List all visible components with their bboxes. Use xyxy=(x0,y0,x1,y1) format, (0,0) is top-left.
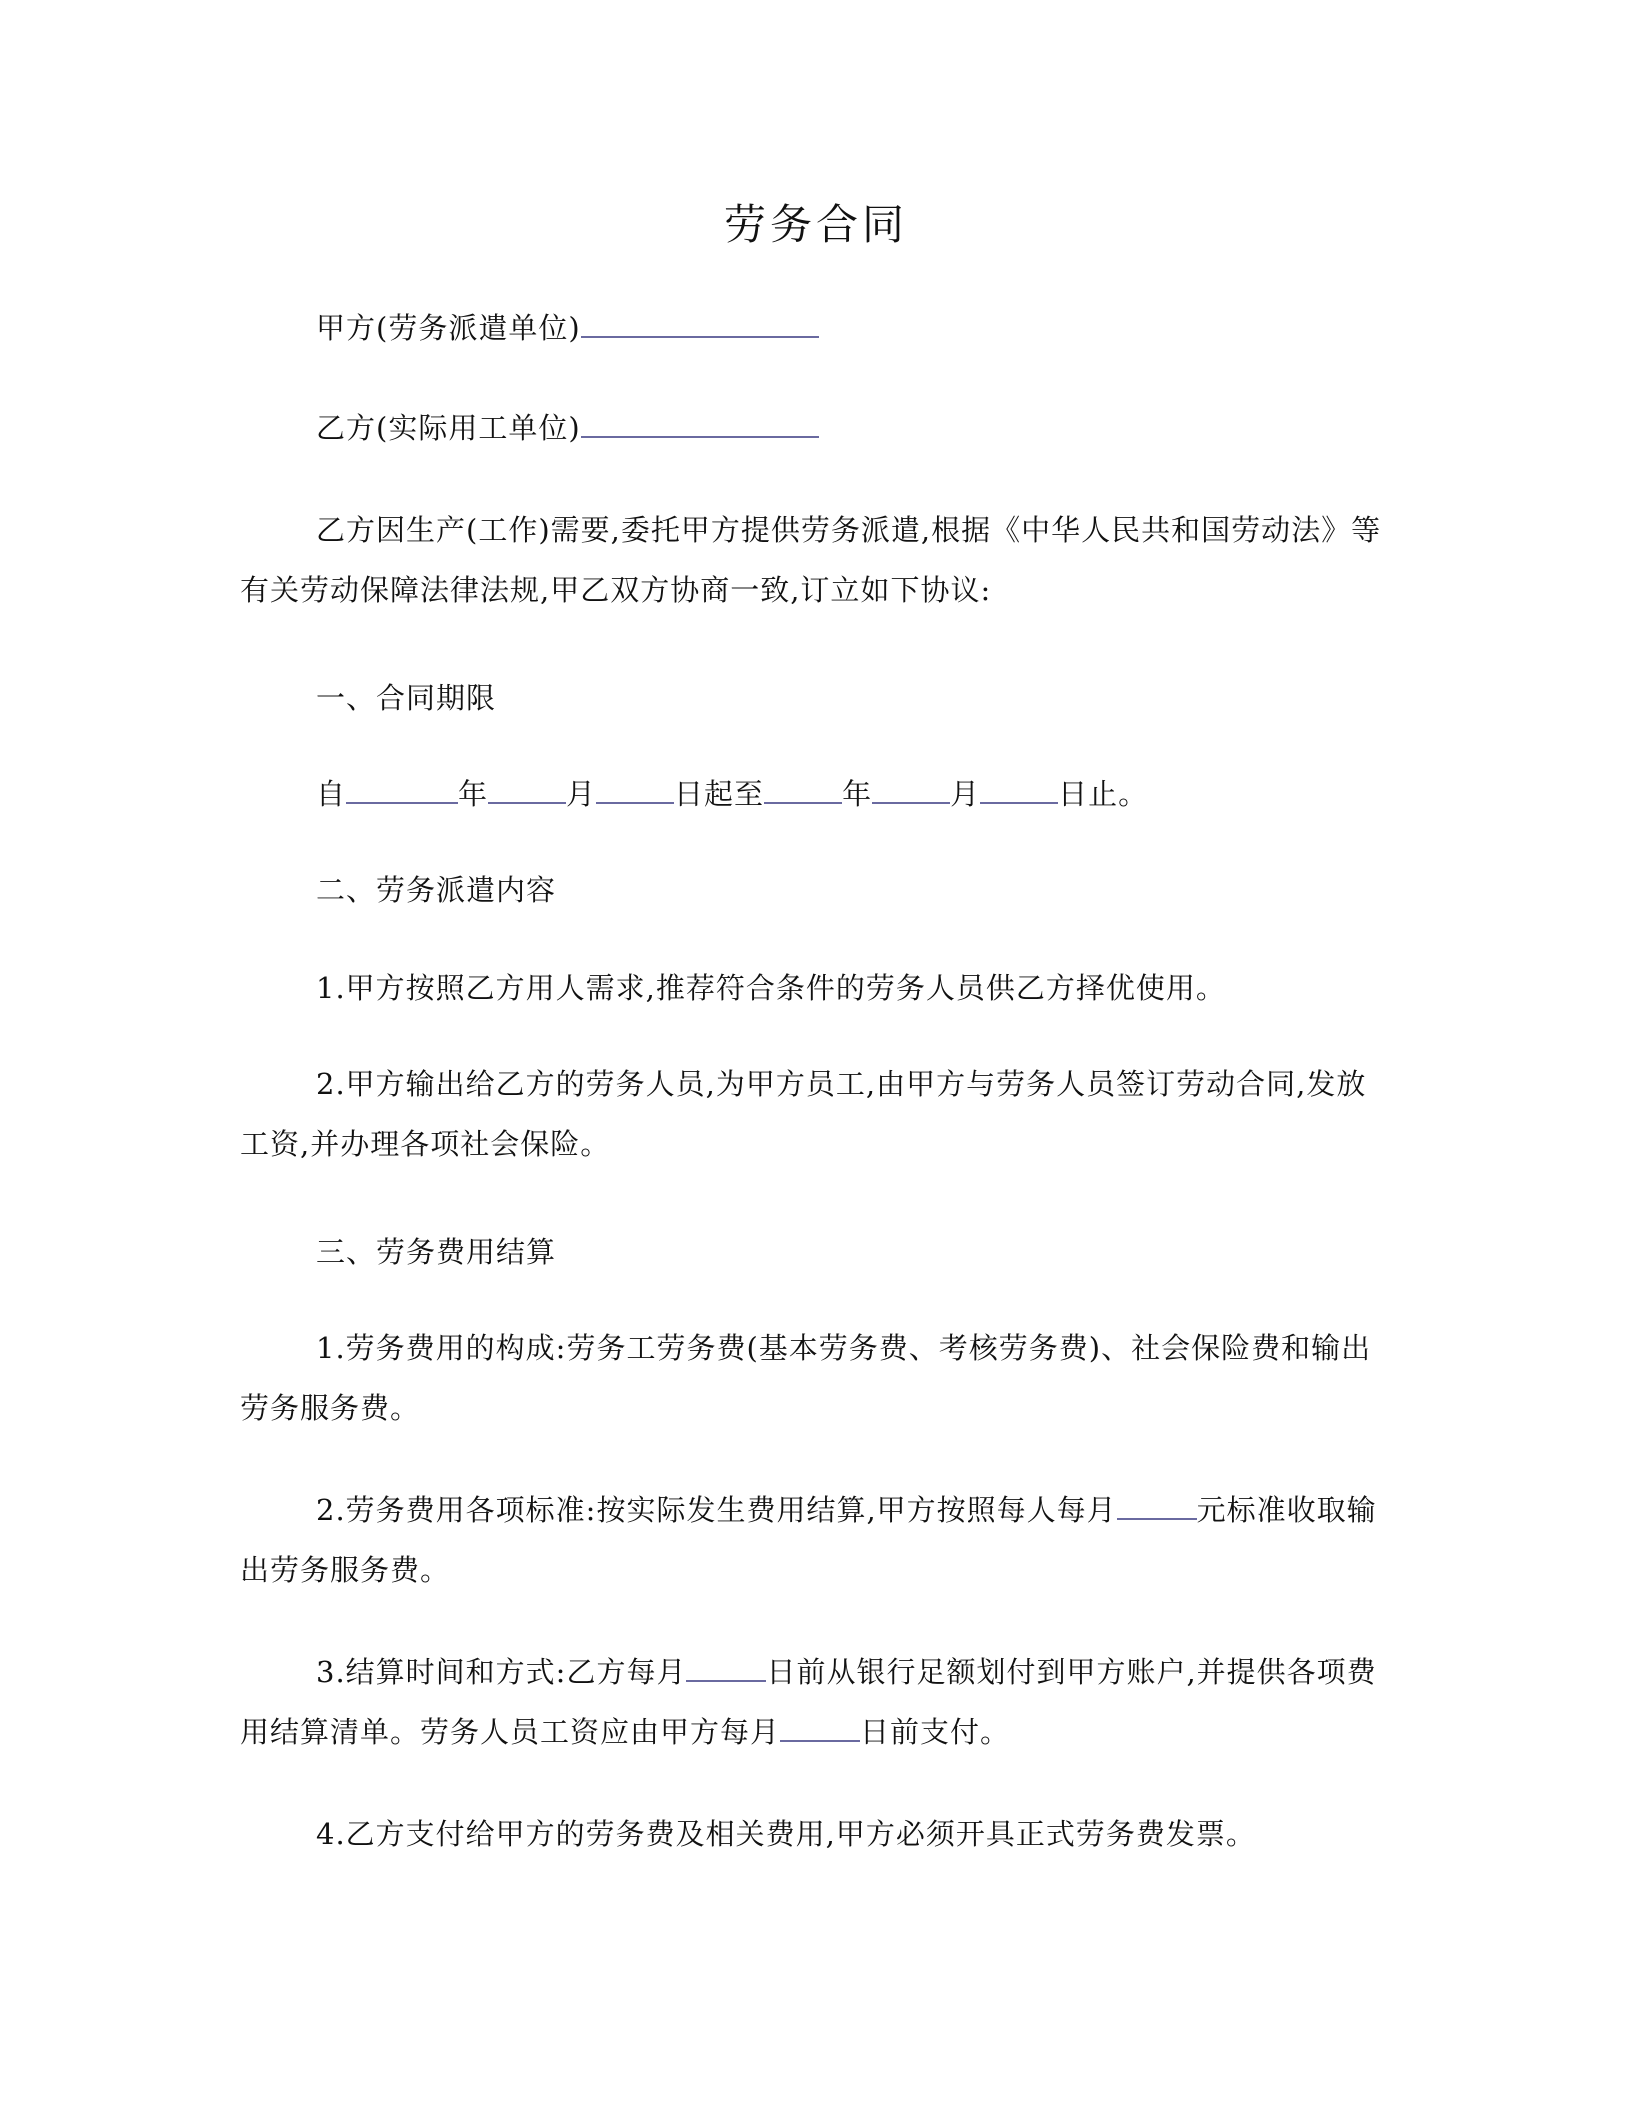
fee-standard-before: 2.劳务费用各项标准:按实际发生费用结算,甲方按照每人每月 xyxy=(316,1493,1117,1527)
end-month-blank[interactable] xyxy=(872,774,950,804)
fee-standard-after: 元标准收取输出劳务服务费。 xyxy=(240,1493,1377,1587)
period-year-text: 年 xyxy=(458,777,489,811)
period-month2-text: 月 xyxy=(950,777,981,811)
party-b-label: 乙方(实际用工单位) xyxy=(316,411,581,445)
period-day-to-text: 日起至 xyxy=(674,777,765,811)
period-month-text: 月 xyxy=(566,777,597,811)
service-fee-amount-blank[interactable] xyxy=(1117,1490,1197,1520)
document-title: 劳务合同 xyxy=(723,200,908,249)
section-2-item-2: 2.甲方输出给乙方的劳务人员,为甲方员工,由甲方与劳务人员签订劳动合同,发放工资,并办理各项社会保险。 xyxy=(240,1067,1367,1161)
section-3-item-4: 4.乙方支付给甲方的劳务费及相关费用,甲方必须开具正式劳务费发票。 xyxy=(316,1817,1256,1851)
settlement-after: 日前支付。 xyxy=(860,1715,1011,1749)
settlement-day-blank[interactable] xyxy=(686,1652,766,1682)
settlement-middle: 日前从银行足额划付到甲方账户,并提供各项费用结算清单。劳务人员工资应由甲方每月 xyxy=(240,1655,1377,1749)
section-3-item-1: 1.劳务费用的构成:劳务工劳务费(基本劳务费、考核劳务费)、社会保险费和输出劳务服务费。 xyxy=(240,1331,1372,1425)
section-2-item-1: 1.甲方按照乙方用人需求,推荐符合条件的劳务人员供乙方择优使用。 xyxy=(316,971,1226,1005)
section-3-item-3 xyxy=(240,1642,1388,1762)
preamble-paragraph: 乙方因生产(工作)需要,委托甲方提供劳务派遣,根据《中华人民共和国劳动法》等有关劳动保障法律法规,甲乙双方协商一致,订立如下协议: xyxy=(240,513,1382,607)
contract-period-line xyxy=(240,764,1388,824)
start-month-blank[interactable] xyxy=(488,774,566,804)
section-2-heading: 二、劳务派遣内容 xyxy=(316,873,557,907)
settlement-before: 3.结算时间和方式:乙方每月 xyxy=(316,1655,687,1689)
section-3-item-2 xyxy=(240,1480,1388,1600)
period-from-text: 自 xyxy=(316,777,347,811)
wage-day-blank[interactable] xyxy=(780,1712,860,1742)
period-year2-text: 年 xyxy=(842,777,873,811)
party-a-blank[interactable] xyxy=(581,308,819,338)
end-year-blank[interactable] xyxy=(764,774,842,804)
start-day-blank[interactable] xyxy=(596,774,674,804)
party-a-label: 甲方(劳务派遣单位) xyxy=(316,311,581,345)
section-1-heading: 一、合同期限 xyxy=(316,681,497,715)
party-a-line xyxy=(240,298,1388,358)
end-day-blank[interactable] xyxy=(980,774,1058,804)
party-b-blank[interactable] xyxy=(581,408,819,438)
start-year-blank[interactable] xyxy=(346,774,458,804)
section-3-heading: 三、劳务费用结算 xyxy=(316,1235,557,1269)
party-b-line xyxy=(240,398,1388,458)
period-end-text: 日止。 xyxy=(1058,777,1149,811)
